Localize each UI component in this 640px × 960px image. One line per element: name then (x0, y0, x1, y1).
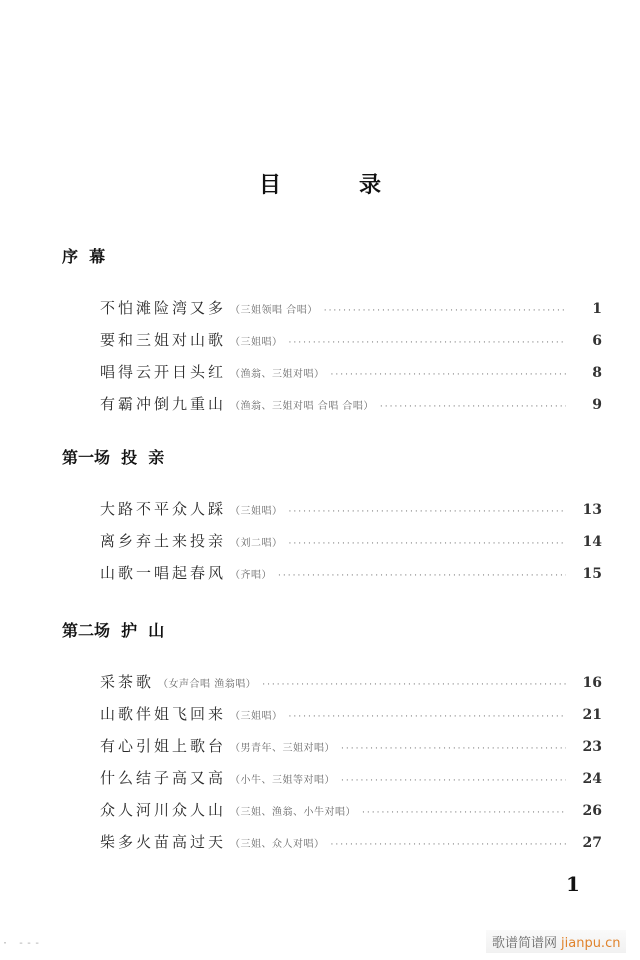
dot-leader (341, 765, 566, 797)
page-title-char-1: 目 (258, 173, 281, 198)
entry-title: 众人河川众人山 (100, 801, 227, 819)
dot-leader (331, 829, 566, 861)
toc-entry[interactable] (100, 557, 602, 589)
entry-title: 大路不平众人踩 (100, 500, 227, 518)
section-scene-1 (62, 447, 602, 589)
dot-leader (289, 496, 566, 528)
entry-note: （齐唱） (230, 570, 273, 581)
entry-list (100, 493, 602, 589)
toc-entry[interactable] (100, 730, 602, 762)
toc-entry[interactable] (100, 525, 602, 557)
entry-title: 柴多火苗高过天 (100, 833, 227, 851)
entry-note: （三姐领唱 合唱） (230, 305, 318, 316)
entry-title: 离乡弃土来投亲 (100, 532, 227, 550)
entry-note: （三姐唱） (230, 337, 283, 348)
entry-page-number: 21 (582, 707, 602, 723)
site-watermark (486, 930, 626, 953)
entry-title: 有心引姐上歌台 (100, 737, 227, 755)
toc-entry[interactable] (100, 292, 602, 324)
toc-entry[interactable] (100, 493, 602, 525)
entry-page-number: 1 (592, 301, 602, 317)
entry-title: 有霸冲倒九重山 (100, 395, 227, 413)
entry-title: 唱得云开日头红 (100, 363, 227, 381)
toc-entry[interactable] (100, 356, 602, 388)
entry-note: （渔翁、三姐对唱 合唱 合唱） (230, 401, 374, 412)
watermark-domain: jianpu.cn (561, 936, 621, 951)
entry-page-number: 16 (582, 675, 602, 691)
dot-leader (289, 327, 566, 359)
entry-title: 山歌伴姐飞回来 (100, 705, 227, 723)
entry-title: 什么结子高又高 (100, 769, 227, 787)
dot-leader (380, 391, 566, 423)
entry-note: （三姐、众人对唱） (230, 839, 325, 850)
toc-entry[interactable] (100, 762, 602, 794)
toc-entry[interactable] (100, 794, 602, 826)
entry-note: （三姐唱） (230, 506, 283, 517)
section-scene-2 (62, 620, 602, 858)
dot-leader (262, 669, 566, 701)
entry-note: （三姐唱） (230, 711, 283, 722)
dot-leader (289, 701, 566, 733)
entry-page-number: 24 (582, 771, 602, 787)
section-prologue (62, 246, 602, 420)
entry-list (100, 666, 602, 858)
entry-page-number: 6 (592, 333, 602, 349)
dot-leader (289, 528, 566, 560)
entry-page-number: 8 (592, 365, 602, 381)
entry-note: （渔翁、三姐对唱） (230, 369, 325, 380)
entry-title: 要和三姐对山歌 (100, 331, 227, 349)
entry-title: 采茶歌 (100, 673, 155, 691)
dot-leader (362, 797, 566, 829)
page-title (0, 168, 640, 199)
toc-entry[interactable] (100, 826, 602, 858)
entry-page-number: 26 (582, 803, 602, 819)
entry-page-number: 14 (582, 534, 602, 550)
page-folio-number: 1 (566, 872, 580, 896)
entry-list (100, 292, 602, 420)
entry-note: （刘二唱） (230, 538, 283, 549)
entry-page-number: 9 (592, 397, 602, 413)
dot-leader (278, 560, 566, 592)
entry-note: （三姐、渔翁、小牛对唱） (230, 807, 357, 818)
entry-title: 山歌一唱起春风 (100, 564, 227, 582)
watermark-site-name: 歌谱简谱网 (492, 936, 558, 951)
toc-entry[interactable] (100, 666, 602, 698)
dot-leader (331, 359, 566, 391)
scan-artifact-marks: · --- (2, 938, 43, 949)
entry-note: （男青年、三姐对唱） (230, 743, 336, 754)
section-heading: 第一场 投 亲 (62, 448, 165, 467)
entry-page-number: 13 (582, 502, 602, 518)
section-heading: 第二场 护 山 (62, 621, 165, 640)
entry-note: （女声合唱 渔翁唱） (158, 679, 257, 690)
entry-note: （小牛、三姐等对唱） (230, 775, 336, 786)
entry-page-number: 27 (582, 835, 602, 851)
page-title-char-2: 录 (359, 173, 382, 198)
dot-leader (324, 295, 566, 327)
entry-title: 不怕滩险湾又多 (100, 299, 227, 317)
section-heading: 序 幕 (62, 247, 106, 266)
toc-entry[interactable] (100, 388, 602, 420)
toc-entry[interactable] (100, 324, 602, 356)
dot-leader (341, 733, 566, 765)
entry-page-number: 23 (582, 739, 602, 755)
toc-entry[interactable] (100, 698, 602, 730)
entry-page-number: 15 (582, 566, 602, 582)
